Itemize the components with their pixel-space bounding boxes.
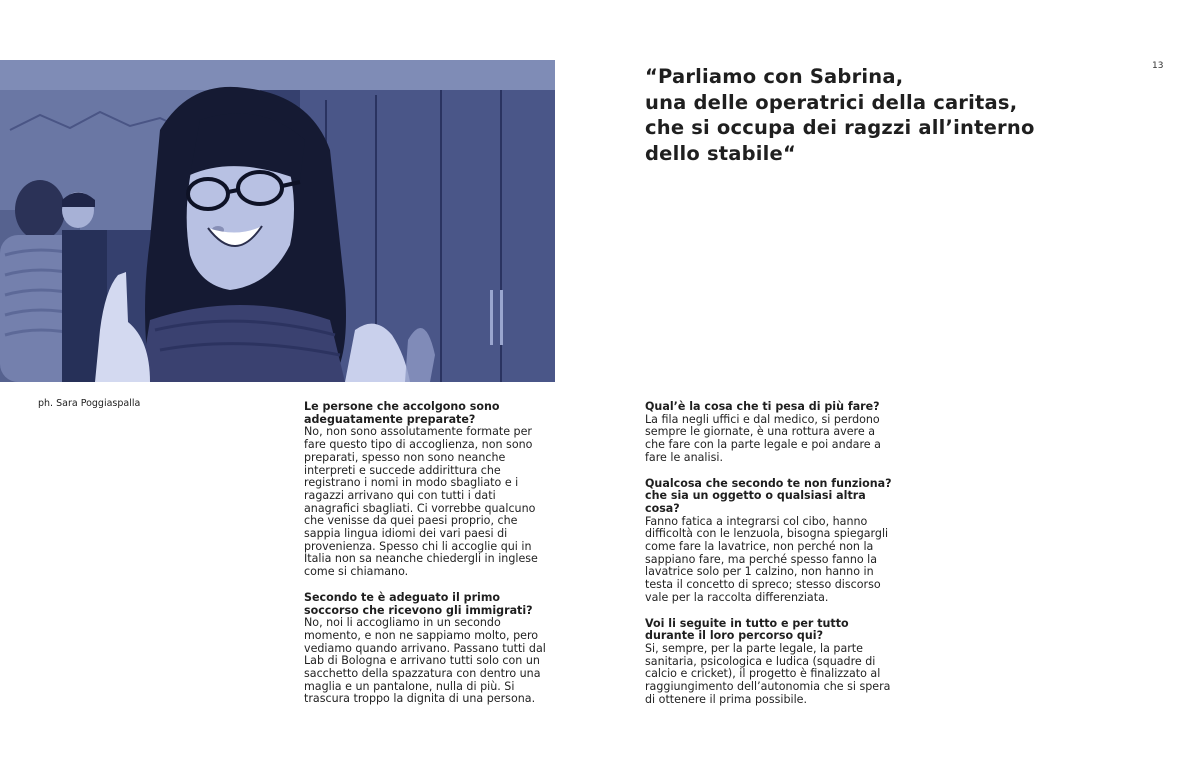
page-number: 13: [1152, 61, 1164, 71]
interview-column-left: [304, 401, 554, 719]
qa-block: [645, 401, 895, 465]
interview-answer: Si, sempre, per la parte legale, la parte sanitaria, psicologica e ludica (squadre di calcio e cricket), il progetto è finalizzato al raggiungimento dell’autonomia che si spera di ottenere il prima possibile.: [645, 641, 891, 706]
interview-column-right: [645, 401, 895, 719]
photo-illustration: [0, 60, 555, 382]
interview-question: Secondo te è adeguato il primo soccorso che ricevono gli immigrati?: [304, 590, 533, 617]
interview-answer: No, noi li accogliamo in un secondo momento, e non ne sappiamo molto, pero vediamo quando arrivano. Passano tutti dal Lab di Bologna e arrivano tutti solo con un sacchetto della spazzatura con dentro una maglia e un pantalone, nulla di più. Si trascura troppo la dignita di una persona.: [304, 616, 546, 706]
interview-answer: No, non sono assolutamente formate per fare questo tipo di accoglienza, non sono preparati, spesso non sono neanche interpreti e succede addirittura che registrano i nomi in modo sbagliato e i ragazzi arrivano qui con tutti i dati anagrafici sbagliati. Ci vorrebbe qualcuno che venisse da quei paesi proprio, che sappia lingua idiomi dei vari paesi di provenienza. Spesso chi li accoglie qui in Italia non sa neanche chiedergli in inglese come si chiamano.: [304, 425, 538, 579]
pull-quote-line: “Parliamo con Sabrina,: [645, 65, 904, 88]
interview-question: Voi li seguite in tutto e per tutto durante il loro percorso qui?: [645, 616, 849, 643]
photo-caption: ph. Sara Poggiaspalla: [38, 398, 141, 409]
interview-question: Le persone che accolgono sono adeguatamente preparate?: [304, 400, 500, 426]
portrait-photo: [0, 60, 555, 382]
qa-block: [645, 618, 895, 707]
pull-quote-line: che si occupa dei ragzzi all’interno: [645, 116, 1035, 139]
interview-answer: Fanno fatica a integrarsi col cibo, hanno difficoltà con le lenzuola, bisogna spiegargli come fare la lavatrice, non perché non la sappiano fare, ma perché spesso fanno la lavatrice solo per 1 calzino, non hanno in testa il concetto di spreco; stesso discorso vale per la raccolta differenziata.: [645, 514, 889, 604]
qa-block: [304, 401, 554, 579]
qa-block: [304, 592, 554, 706]
interview-question: Qualcosa che secondo te non funziona? che sia un oggetto o qualsiasi altra cosa?: [645, 476, 892, 515]
interview-answer: La fila negli uffici e dal medico, si perdono sempre le giornate, è una rottura avere a che fare con la parte legale e poi andare a fare le analisi.: [645, 412, 881, 464]
qa-block: [645, 478, 895, 605]
pull-quote-line: una delle operatrici della caritas,: [645, 90, 1018, 114]
pull-quote-line: dello stabile“: [645, 141, 796, 165]
interview-question: Qual’è la cosa che ti pesa di più fare?: [645, 400, 880, 413]
pull-quote: [645, 64, 1045, 166]
